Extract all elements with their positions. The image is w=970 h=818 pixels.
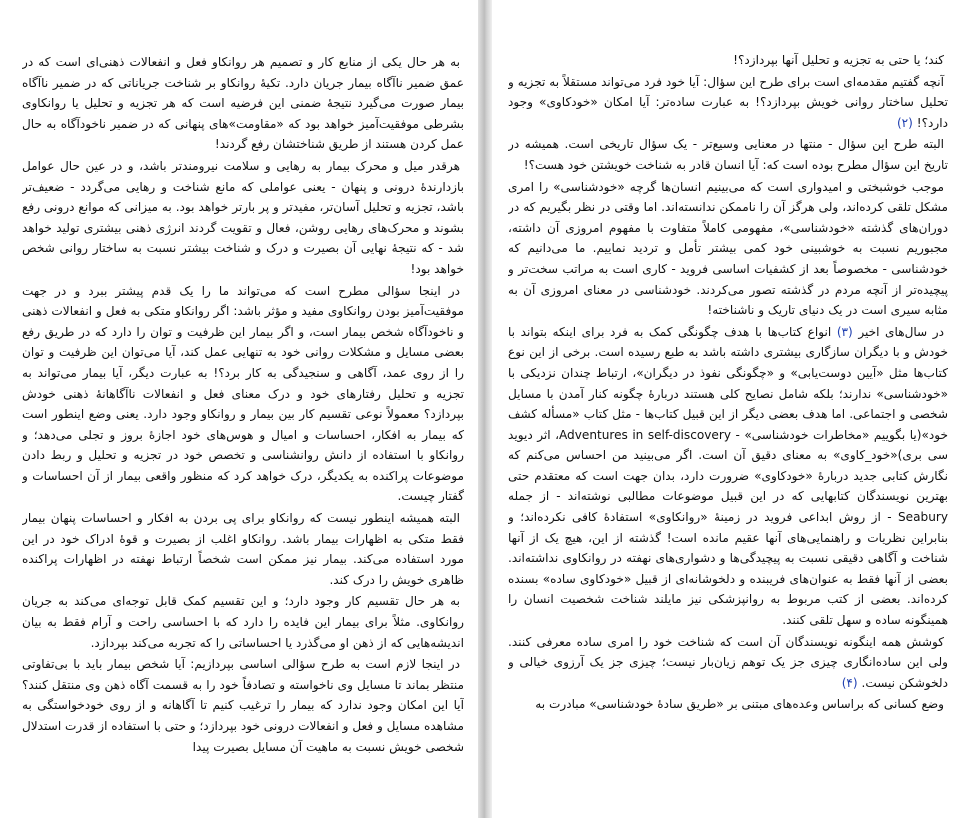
paragraph (508, 177, 948, 321)
paragraph-text: آنچه گفتیم مقدمه‌ای است برای طرح این سؤال: آیا خود فرد می‌تواند مستقلاً به تجزیه و تحلیل ساختار روانی خویش بپردازد؟! به عبارت ساده‌تر: آیا امکان «خودکاوی» وجود دارد؟! (508, 74, 948, 130)
footnote-link-3[interactable]: (۳) (836, 324, 853, 339)
paragraph: در اینجا لازم است به طرح سؤالی اساسی بپردازیم: آیا شخص بیمار باید با بی‌تفاوتی منتظر بماند تا مسایل وی ناخواسته و تصادفاً خود را به قسمت آگاه ذهن وی منتقل کنند؟ آیا این امکان وجود ندارد که بیمار را ترغیب کنیم تا آگاهانه و از روی خودخواستگی به مشاهده مسایل و فعل و انفعالات درونی خود بپردازد؛ و حتی با استفاده از قدرت استدلال شخصی خویش نسبت به ماهیت آن مسایل بصیرت پیدا (22, 657, 464, 754)
page-gutter (478, 0, 492, 818)
paragraph (508, 134, 948, 175)
right-page (508, 50, 948, 810)
paragraph: به هر حال یکی از منابع کار و تصمیم هر روانکاو فعل و انفعالات ذهنی‌ای است که در عمق ضمیر ناآگاه بیمار جریان دارد. تکیهٔ روانکاو بر شناخت جریاناتی که در ضمیر ناآگاه بیمار صورت می‌گیرد نتیجهٔ ضمنی این فرضیه است که هر تجزیه و تحلیل یا روانکاوی بشرطی موفقیت‌آمیز خواهد بود که «مقاومت»های پنهانی که در ضمیر ناخودآگاه به حال عمل کردن هستند از طریق شناختشان رفع گردند! (22, 55, 464, 152)
paragraph (508, 694, 948, 715)
paragraph: هرقدر میل و محرک بیمار به رهایی و سلامت نیرومندتر باشد، و در عین حال عوامل بازدارندهٔ درونی و پنهان - یعنی عواملی که مانع شناخت و رهایی می‌گردد - ضعیف‌تر باشد، تجزیه و تحلیل آسان‌تر، مفیدتر و پر بارتر خواهد بود. به میزانی که موانع درونی رفع بشوند و محرک‌های رهایی روشن، فعال و تقویت گردند انرژی ذهنی بیشتری تولید خواهد شد - که نتیجهٔ نهایی آن بصیرت و درک و شناخت بیشتر نسبت به ساختار روانی شخص خواهد بود! (22, 158, 464, 276)
footnote-link-2[interactable]: (۲) (896, 115, 913, 130)
paragraph-text: کوشش همه اینگونه نویسندگان آن است که شناخت خود را امری ساده معرفی کنند. ولی این ساده‌انگاری چیزی جز یک توهم زیان‌بار نیست؛ چیزی جز یک آرزوی خیالی و دلخوشکن نیست. (508, 634, 948, 690)
paragraph-text: انواع کتاب‌ها با هدف چگونگی کمک به فرد برای اینکه بتواند با خودش و با دیگران سازگاری بیشتری داشته باشد به طبع رسیده است. برخی از این نوع کتاب‌ها مثل «آیین دوست‌یابی» و «چگونگی نفوذ در دیگران»، ارتباط چندان نزدیکی با «خودشناسی» ندارند؛ بلکه شامل نصایح کلی هستند دربارهٔ چگونه کنار آمدن با مسایل شخصی و اجتماعی. اما هدف بعضی دیگر از این قبیل کتاب‌ها - مثل کتاب «مسأله کشف خود»(یا بگوییم «مخاطرات خودشناسی» - Adventures in self-discovery، اثر دیوید سی بری)«خود_کاوی» به معنای دقیق آن است. اگر می‌بینید من احساس می‌کنم که نگارش کتابی جدید دربارهٔ «خودکاوی» ضرورت دارد، بدان جهت است که معتقدم حتی بهترین نویسندگان کتابهایی که در این قبیل موضوعات مطالبی نوشته‌اند - از جمله Seabury - از روش ابداعی فروید در زمینهٔ «روانکاوی» استفادهٔ کافی نکرده‌اند؛ و بنابراین نظریات و راهنمایی‌های آنها عقیم مانده است! گذشته از این، هیچ یک از آنها شناخت و آگاهی دقیقی نسبت به پیچیدگی‌ها و دشواری‌های نهفته در روانکاوی نداشته‌اند. بعضی از آنها فقط به عنوان‌های فریبنده و دلخوشانه‌ای از قبیل «خودکاوی ساده» بسنده کرده‌اند. بعضی از کتب مربوط به روانپزشکی نیز مایلند شناخت شخصیت انسان را همینگونه ساده و سهل تلقی کنند. (508, 324, 948, 628)
paragraph-text: وضع کسانی که براساس وعده‌های مبتنی بر «طریق سادهٔ خودشناسی» مبادرت به (535, 697, 944, 712)
left-page (22, 52, 464, 812)
paragraph (508, 50, 948, 71)
paragraph: در اینجا سؤالی مطرح است که می‌تواند ما را یک قدم پیشتر ببرد و در جهت موفقیت‌آمیز بودن روانکاوی مفید و مؤثر باشد: اگر روانکاو متکی به فعل و انفعالات ذهنی و ناخودآگاه شخص بیمار است، و اگر بیمار این ظرفیت و توان را دارد که در طریق رفع بعضی مسایل و مشکلات روانی خود به تنهایی عمل کند، آیا می‌توان این ظرفیت و توان را از روی عمد، آگاهی و سنجیدگی به کار برد؟! به عبارت دیگر، آیا بیمار می‌تواند به تجزیه و تحلیل رفتارهای خود و درک معنای فعل و انفعالات ناآگاهانهٔ ذهنی خودش بپردازد؟ معمولاً نوعی تقسیم کار بین بیمار و روانکاو وجود دارد. یعنی وضع اینطور است که بیمار به افکار، احساسات و امیال و هوس‌های خود اجازهٔ بروز و تجلی می‌دهد؛ و روانکاو با استفاده از دانش روانشناسی و تخصص خود در تجزیه و تحلیل و ربط دادن موضوعات پراکنده به یکدیگر، درک خواهد کرد که منظور واقعی بیمار از آن احساسات و گفتار چیست. (22, 283, 464, 504)
paragraph-text: کند؛ یا حتی به تجزیه و تحلیل آنها بپردازد؟! (733, 53, 944, 67)
paragraph-text: موجب خوشبختی و امیدواری است که می‌بینیم انسان‌ها گرچه «خودشناسی» را امری مشکل تلقی کرده‌اند، ولی هرگز آن را ناممکن ندانسته‌اند. اما وقتی در نظر بگیریم که در دوران‌های گذشته «خودشناسی»، مفهومی کاملاً متفاوت با مفهوم امروزی آن داشته، مجبوریم نسبت به خوشبینی خود کمی بیشتر تأمل و تردید نماییم. ما می‌دانیم که خودشناسی - مخصوصاً بعد از کشفیات اساسی فروید - کاری است به مراتب سخت‌تر و پیچیده‌تر از آنچه مردم در گذشته تصور می‌کردند. خودشناسی در معنای امروزی آن به مثابه سیری است در یک دنیای تاریک و ناشناخته! (508, 179, 948, 318)
paragraph (508, 72, 948, 134)
paragraph-text: البته طرح این سؤال - منتها در معنایی وسیع‌تر - یک سؤال تاریخی است. همیشه در تاریخ این سؤال مطرح بوده است که: آیا انسان قادر به شناخت خویشتن خود هست؟! (508, 137, 948, 172)
paragraph-text: در سال‌های اخیر (858, 324, 944, 339)
footnote-link-4[interactable]: (۴) (841, 675, 858, 690)
paragraph (508, 632, 948, 694)
paragraph: به هر حال تقسیم کار وجود دارد؛ و این تقسیم کمک قابل توجه‌ای می‌کند به جریان روانکاوی. مثلاً برای بیمار این فایده را دارد که با احساسی راحت و آرام فقط به بیان اندیشه‌هایی که از ذهن او می‌گذرد یا احساساتی را که تجربه می‌کند بپردازد. (22, 594, 464, 650)
paragraph (508, 322, 948, 631)
paragraph: البته همیشه اینطور نیست که روانکاو برای پی بردن به افکار و احساسات پنهان بیمار فقط متکی به اظهارات بیمار باشد. روانکاو اغلب از بصیرت و قوهٔ ادراک خود در این مورد استفاده می‌کند. بیمار نیز ممکن است شخصاً ارتباط نهفته در اظهارات پراکنده ظاهری خویش را درک کند. (22, 511, 464, 587)
